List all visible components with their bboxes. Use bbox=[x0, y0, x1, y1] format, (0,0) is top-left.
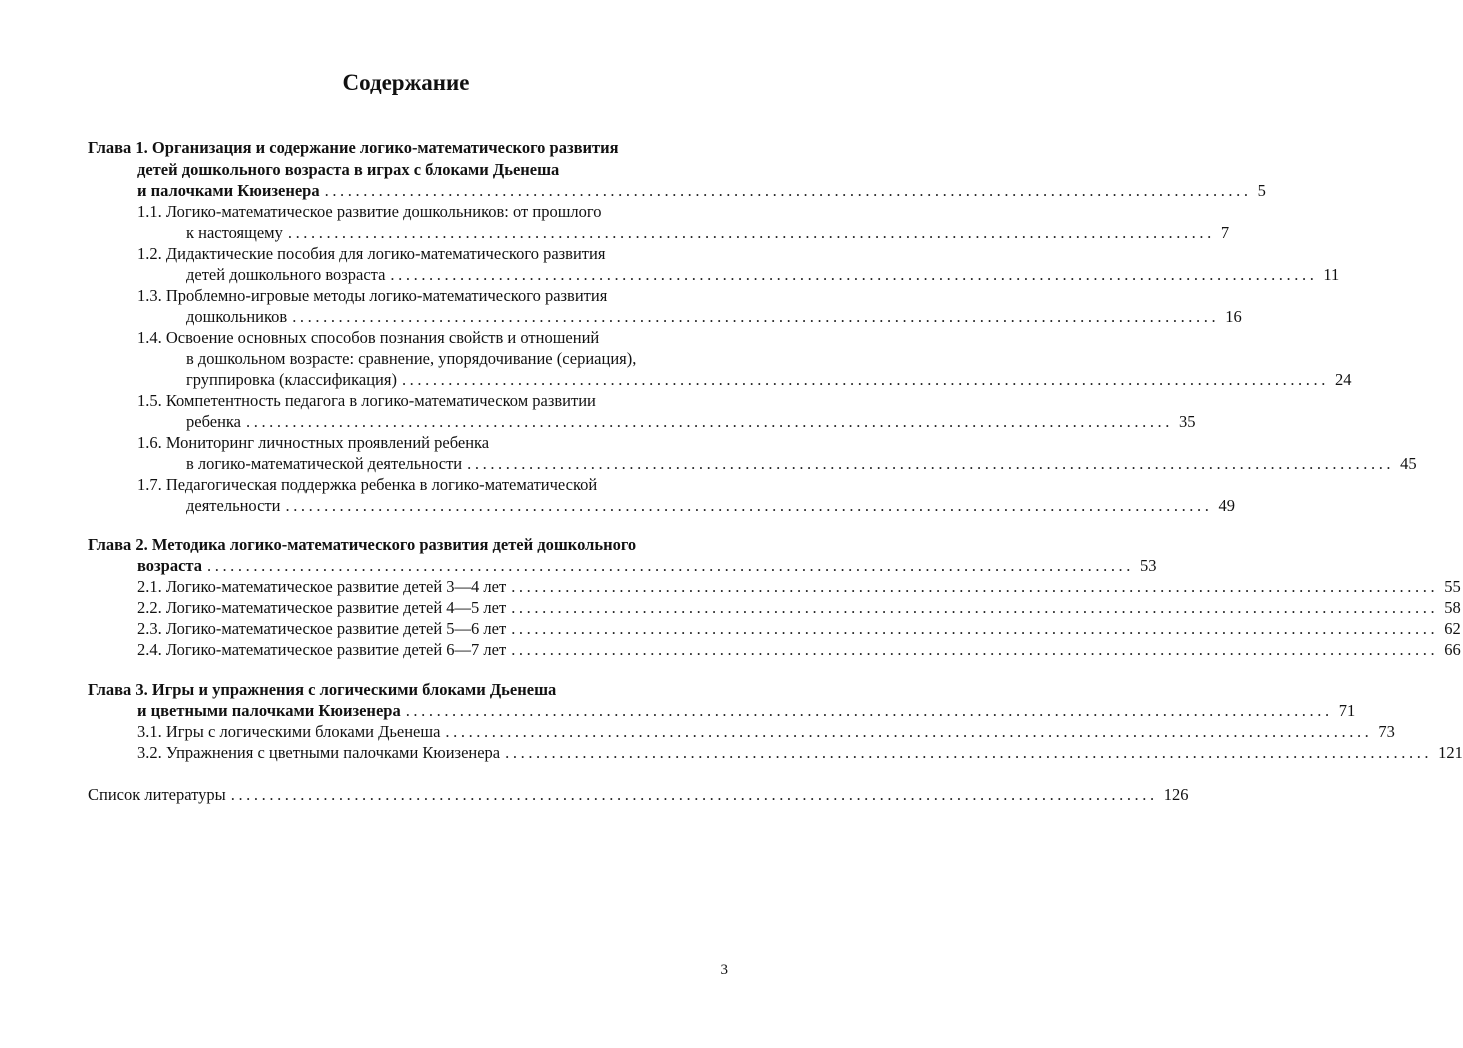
section-3-2-entry[interactable] bbox=[137, 742, 1463, 763]
section-1-6-line-1: 1.6. Мониторинг личностных проявлений ребенка bbox=[137, 433, 490, 452]
section-2-2-entry[interactable] bbox=[137, 597, 1461, 618]
section-1-3-entry[interactable] bbox=[186, 306, 1242, 327]
section-1-7-line-2: деятельности bbox=[186, 496, 281, 515]
section-1-5-line-1: 1.5. Компетентность педагога в логико-математическом развитии bbox=[137, 391, 596, 410]
dot-leader: ........................................................................................................................ bbox=[511, 598, 1439, 617]
dot-leader: ........................................................................................................................ bbox=[511, 640, 1439, 659]
section-1-1-line-2: к настоящему bbox=[186, 223, 283, 242]
chapter-3-page: 71 bbox=[1338, 701, 1356, 720]
chapter-1-entry[interactable] bbox=[137, 180, 1266, 201]
section-1-3-line-2: дошкольников bbox=[186, 307, 288, 326]
section-1-2-entry[interactable] bbox=[186, 264, 1340, 285]
section-1-4-line-3: группировка (классификация) bbox=[186, 370, 397, 389]
section-2-3-entry[interactable] bbox=[137, 618, 1461, 639]
dot-leader: ........................................................................................................................ bbox=[445, 722, 1373, 741]
section-3-2-title: 3.2. Упражнения с цветными палочками Кюизенера bbox=[137, 743, 501, 762]
dot-leader: ........................................................................................................................ bbox=[467, 454, 1395, 473]
dot-leader: ........................................................................................................................ bbox=[324, 181, 1252, 200]
page-number: 3 bbox=[720, 962, 728, 978]
section-1-1-entry[interactable] bbox=[186, 222, 1230, 243]
section-2-1-entry[interactable] bbox=[137, 576, 1461, 597]
dot-leader: ........................................................................................................................ bbox=[292, 307, 1220, 326]
section-1-5-page: 35 bbox=[1179, 412, 1196, 431]
section-1-5-entry[interactable] bbox=[186, 411, 1196, 432]
section-1-3-page: 16 bbox=[1225, 307, 1242, 326]
section-1-6-entry[interactable] bbox=[186, 453, 1417, 474]
section-2-2-page: 58 bbox=[1444, 598, 1461, 617]
section-2-1-page: 55 bbox=[1444, 577, 1461, 596]
chapter-2-heading-line-1: Глава 2. Методика логико-математического развития детей дошкольного bbox=[88, 535, 637, 554]
chapter-3-entry[interactable] bbox=[137, 700, 1356, 721]
section-1-7-line-1: 1.7. Педагогическая поддержка ребенка в логико-математической bbox=[137, 475, 598, 494]
bibliography-entry[interactable] bbox=[88, 784, 1189, 805]
dot-leader: ........................................................................................................................ bbox=[207, 556, 1134, 575]
section-1-5-line-2: ребенка bbox=[186, 412, 241, 431]
chapter-2-entry[interactable] bbox=[137, 555, 1157, 576]
section-2-3-title: 2.3. Логико-математическое развитие детей 5—6 лет bbox=[137, 619, 507, 638]
section-1-4-line-2: в дошкольном возрасте: сравнение, упорядочивание (сериация), bbox=[186, 349, 637, 368]
chapter-1-heading-line-3: и палочками Кюизенера bbox=[137, 181, 320, 200]
section-3-1-page: 73 bbox=[1378, 722, 1395, 741]
section-1-7-page: 49 bbox=[1218, 496, 1235, 515]
section-3-1-entry[interactable] bbox=[137, 721, 1395, 742]
section-1-4-page: 24 bbox=[1334, 370, 1352, 389]
dot-leader: ........................................................................................................................ bbox=[285, 496, 1213, 515]
section-1-2-line-1: 1.2. Дидактические пособия для логико-математического развития bbox=[137, 244, 606, 263]
chapter-3-heading-line-1: Глава 3. Игры и упражнения с логическими блоками Дьенеша bbox=[88, 680, 557, 699]
section-2-4-title: 2.4. Логико-математическое развитие детей 6—7 лет bbox=[137, 640, 507, 659]
chapter-1-heading-line-2: детей дошкольного возраста в играх с блоками Дьенеша bbox=[137, 160, 560, 179]
section-1-1-page: 7 bbox=[1220, 223, 1230, 242]
page-title: Содержание bbox=[342, 70, 470, 95]
dot-leader: ........................................................................................................................ bbox=[505, 743, 1433, 762]
dot-leader: ........................................................................................................................ bbox=[511, 577, 1439, 596]
dot-leader: ........................................................................................................................ bbox=[405, 701, 1333, 720]
dot-leader: ........................................................................................................................ bbox=[246, 412, 1173, 431]
bibliography-title: Список литературы bbox=[88, 785, 226, 804]
section-1-1-line-1: 1.1. Логико-математическое развитие дошкольников: от прошлого bbox=[137, 202, 602, 221]
chapter-3-heading-line-2: и цветными палочками Кюизенера bbox=[137, 701, 401, 720]
section-2-1-title: 2.1. Логико-математическое развитие детей 3—4 лет bbox=[137, 577, 507, 596]
section-2-4-page: 66 bbox=[1444, 640, 1461, 659]
section-3-1-title: 3.1. Игры с логическими блоками Дьенеша bbox=[137, 722, 441, 741]
dot-leader: ........................................................................................................................ bbox=[511, 619, 1439, 638]
dot-leader: ........................................................................................................................ bbox=[390, 265, 1318, 284]
section-1-4-line-1: 1.4. Освоение основных способов познания свойств и отношений bbox=[137, 328, 600, 347]
section-2-2-title: 2.2. Логико-математическое развитие детей 4—5 лет bbox=[137, 598, 507, 617]
chapter-2-heading-line-2: возраста bbox=[137, 556, 202, 575]
section-1-6-page: 45 bbox=[1400, 454, 1417, 473]
section-1-2-line-2: детей дошкольного возраста bbox=[186, 265, 386, 284]
section-1-3-line-1: 1.3. Проблемно-игровые методы логико-математического развития bbox=[137, 286, 608, 305]
chapter-1-heading-line-1: Глава 1. Организация и содержание логико-математического развития bbox=[88, 138, 619, 157]
section-1-4-entry[interactable] bbox=[186, 369, 1352, 390]
bibliography-page: 126 bbox=[1163, 785, 1189, 804]
dot-leader: ........................................................................................................................ bbox=[401, 370, 1329, 389]
section-1-6-line-2: в логико-математической деятельности bbox=[186, 454, 463, 473]
section-1-2-page: 11 bbox=[1323, 265, 1340, 284]
section-3-2-page: 121 bbox=[1438, 743, 1463, 762]
dot-leader: ........................................................................................................................ bbox=[287, 223, 1215, 242]
chapter-1-page: 5 bbox=[1257, 181, 1266, 200]
section-1-7-entry[interactable] bbox=[186, 495, 1235, 516]
section-2-4-entry[interactable] bbox=[137, 639, 1461, 660]
chapter-2-page: 53 bbox=[1140, 556, 1157, 575]
dot-leader: ........................................................................................................................ bbox=[230, 785, 1158, 804]
section-2-3-page: 62 bbox=[1444, 619, 1461, 638]
